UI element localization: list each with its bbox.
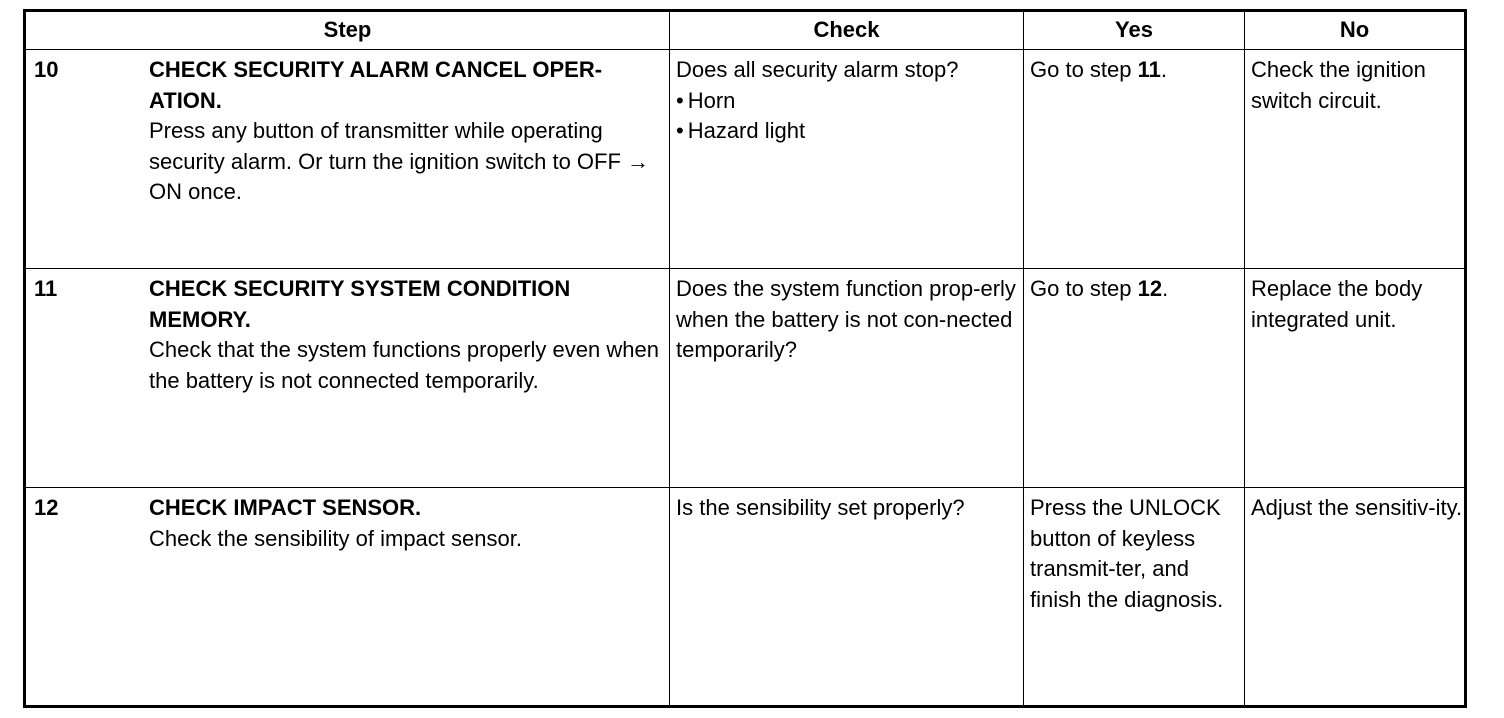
- step-title-line: CHECK IMPACT SENSOR.: [149, 495, 422, 520]
- step-description: Check that the system functions properly even when the battery is not connected temporarily.: [149, 337, 659, 393]
- header-yes: Yes: [1024, 11, 1245, 50]
- step-cell: [25, 269, 670, 488]
- table-row: [25, 269, 1466, 488]
- step-title-line: ATION.: [149, 87, 222, 113]
- diagnosis-table: [23, 9, 1467, 708]
- check-bullet-item: • Hazard light: [676, 116, 1023, 147]
- yes-text: Go to step: [1030, 57, 1138, 82]
- step-number: 12: [34, 495, 59, 520]
- yes-suffix: .: [1162, 276, 1169, 301]
- check-cell: [670, 50, 1024, 269]
- no-cell: Check the ignition switch circuit.: [1245, 50, 1466, 269]
- step-number: 10: [34, 57, 59, 82]
- no-cell: Adjust the sensitiv-ity.: [1245, 488, 1466, 707]
- step-body: [149, 493, 669, 554]
- step-title-line: MEMORY.: [149, 306, 251, 332]
- step-title-line: CHECK SECURITY SYSTEM CONDITION: [149, 276, 571, 301]
- yes-cell: [1024, 50, 1245, 269]
- step-title-line: CHECK SECURITY ALARM CANCEL OPER-: [149, 57, 603, 82]
- yes-step-ref: 12: [1137, 276, 1163, 301]
- header-check: Check: [670, 11, 1024, 50]
- step-cell: [25, 488, 670, 707]
- step-body: [149, 274, 669, 396]
- yes-text: Go to step: [1030, 276, 1138, 301]
- step-description: Check the sensibility of impact sensor.: [149, 525, 522, 551]
- header-row: [25, 11, 1466, 50]
- yes-step-ref: 11: [1137, 57, 1161, 82]
- yes-cell: Press the UNLOCK button of keyless transmit-ter, and finish the diagnosis.: [1024, 488, 1245, 707]
- table-row: [25, 488, 1466, 707]
- yes-suffix: .: [1160, 57, 1168, 82]
- step-body: [149, 55, 669, 208]
- check-question: Does all security alarm stop?: [676, 57, 959, 82]
- table-row: [25, 50, 1466, 269]
- check-cell: Does the system function prop-erly when the battery is not con-nected temporarily?: [670, 269, 1024, 488]
- no-cell: Replace the body integrated unit.: [1245, 269, 1466, 488]
- header-no: No: [1245, 11, 1466, 50]
- check-cell: Is the sensibility set properly?: [670, 488, 1024, 707]
- step-description: Press any button of transmitter while operating security alarm. Or turn the ignition switch to OFF → ON once.: [149, 118, 650, 204]
- step-number: 11: [34, 276, 58, 301]
- check-bullet-item: • Horn: [676, 86, 1023, 117]
- yes-cell: [1024, 269, 1245, 488]
- step-cell: [25, 50, 670, 269]
- check-bullet-list: [676, 86, 1023, 147]
- header-step: Step: [25, 11, 670, 50]
